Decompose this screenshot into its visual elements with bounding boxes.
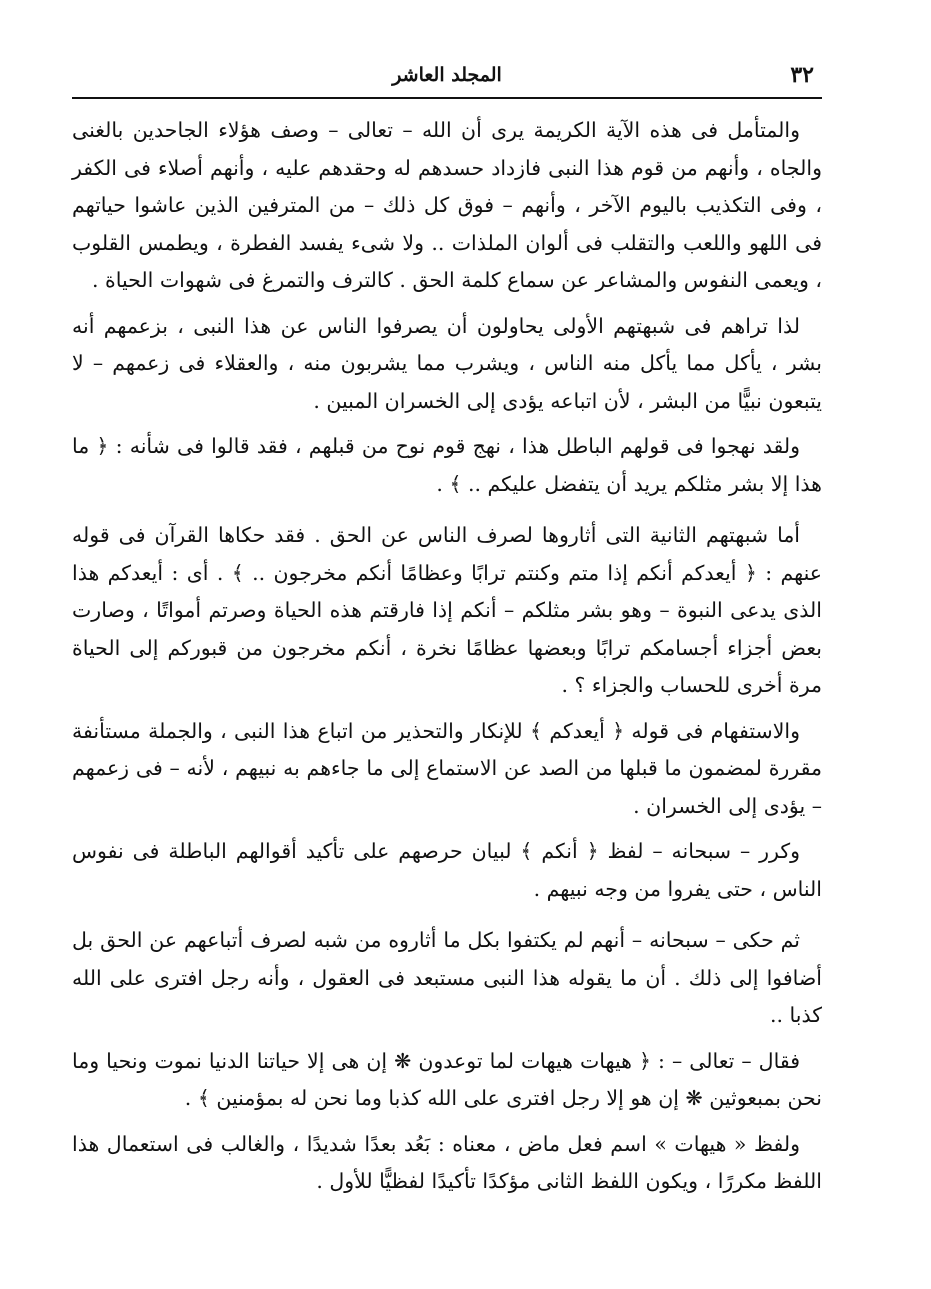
paragraph: ولقد نهجوا فى قولهم الباطل هذا ، نهج قوم نوح من قبلهم ، فقد قالوا فى شأنه : ﴿ ما هذا إلا بشر مثلكم يريد أن يتفضل عليكم .. ﴾ . (72, 434, 822, 496)
paragraph: وكرر – سبحانه – لفظ ﴿ أنكم ﴾ لبيان حرصهم على تأكيد أقوالهم الباطلة فى نفوس الناس ، حتى يفروا من وجه نبيهم . (72, 839, 822, 901)
paragraph: ثم حكى – سبحانه – أنهم لم يكتفوا بكل ما أثاروه من شبه لصرف أتباعهم عن الحق بل أضافوا إلى ذلك . أن ما يقوله هذا النبى مستبعد فى العقول ، وأنه رجل افترى على الله كذبا .. (72, 928, 822, 1027)
book-page (72, 0, 822, 1289)
paragraph: لذا تراهم فى شبهتهم الأولى يحاولون أن يصرفوا الناس عن هذا النبى ، بزعمهم أنه بشر ، يأكل مما يأكل منه الناس ، ويشرب مما يشربون منه ، والعقلاء فى زعمهم – لا يتبعون نبيًّا من البشر ، لأن اتباعه يؤدى إلى الخسران المبين . (72, 313, 822, 413)
body-text (72, 112, 822, 1209)
paragraph: والمتأمل فى هذه الآية الكريمة يرى أن الله – تعالى – وصف هؤلاء الجاحدين بالغنى والجاه ، وأنهم من قوم هذا النبى فازداد حسدهم له وحقدهم عليه ، وأنهم أصلاء فى الكفر ، وفى التكذيب باليوم الآخر ، وأنهم – فوق كل ذلك – من المترفين الذين عاشوا حياتهم فى اللهو واللعب والتقلب فى ألوان الملذات .. ولا شىء يفسد الفطرة ، ويطمس القلوب ، ويعمى النفوس والمشاعر عن سماع كلمة الحق . كالترف والتمرغ فى شهوات الحياة . (72, 118, 822, 292)
paragraph: أما شبهتهم الثانية التى أثاروها لصرف الناس عن الحق . فقد حكاها القرآن فى قوله عنهم : ﴿ أيعدكم أنكم إذا متم وكنتم ترابًا وعظامًا أنكم مخرجون .. ﴾ . أى : أيعدكم هذا الذى يدعى النبوة – وهو بشر مثلكم – أنكم إذا فارقتم هذه الحياة وصرتم أمواتًا ، وصارت بعض أجزاء أجسامكم ترابًا وبعضها عظامًا نخرة ، أنكم مخرجون من قبوركم إلى الحياة مرة أخرى للحساب والجزاء ؟ . (72, 523, 822, 697)
paragraph: ولفظ « هيهات » اسم فعل ماض ، معناه : بَعُد بعدًا شديدًا ، والغالب فى استعمال هذا اللفظ مكررًا ، ويكون اللفظ الثانى مؤكدًا تأكيدًا لفظيًّا للأول . (72, 1131, 822, 1193)
page-header (72, 62, 822, 96)
paragraph: فقال – تعالى – : ﴿ هيهات هيهات لما توعدون ❋ إن هى إلا حياتنا الدنيا نموت ونحيا وما نحن بمبعوثين ❋ إن هو إلا رجل افترى على الله كذبا وما نحن له بمؤمنين ﴾ . (72, 1048, 822, 1110)
paragraph: والاستفهام فى قوله ﴿ أيعدكم ﴾ للإنكار والتحذير من اتباع هذا النبى ، والجملة مستأنفة مقررة لمضمون ما قبلها من الصد عن الاستماع إلى ما جاءهم به نبيهم ، لأنه – فى زعمهم – يؤدى إلى الخسران . (72, 718, 822, 818)
running-title: المجلد العاشر (392, 64, 502, 86)
page-number: ٣٢ (790, 62, 814, 88)
header-divider (72, 97, 822, 99)
